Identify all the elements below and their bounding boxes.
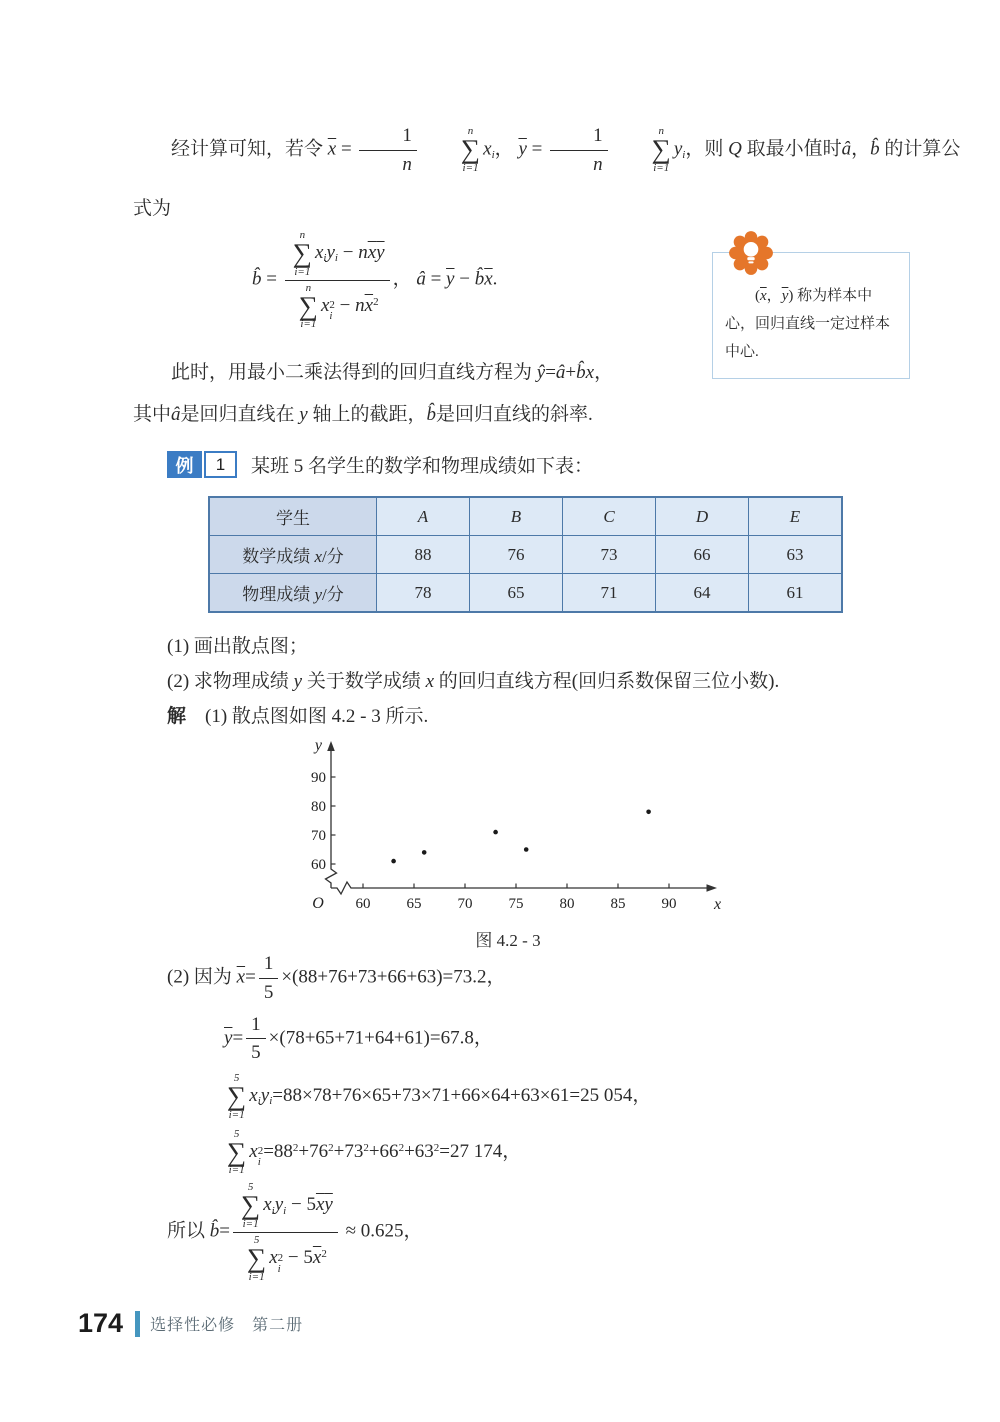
text-run: 1 bbox=[263, 953, 274, 974]
text-run: ∑ bbox=[292, 238, 312, 268]
figure-caption: 图 4.2 - 3 bbox=[475, 931, 541, 950]
text-run: i=1 bbox=[228, 1164, 245, 1177]
text-run: y bbox=[260, 1085, 270, 1107]
text-run: ， bbox=[594, 362, 614, 383]
text-run: = bbox=[232, 1027, 244, 1049]
table-cell: 76 bbox=[470, 536, 563, 574]
text-run: i=1 bbox=[248, 1270, 265, 1283]
table-cell: 78 bbox=[377, 574, 470, 613]
text-run: ) 称为样本中心，回归直线一定过样本中心. bbox=[725, 288, 891, 360]
solution-intro bbox=[167, 699, 779, 734]
text-run: 1 bbox=[251, 1013, 261, 1035]
question-2 bbox=[167, 664, 779, 699]
text-run: x bbox=[249, 1140, 258, 1162]
text-run: 取最小值时 bbox=[741, 138, 842, 160]
text-run bbox=[285, 230, 390, 281]
text-run: − bbox=[334, 294, 356, 316]
text-run: =88 bbox=[263, 1140, 293, 1162]
text-run: = bbox=[336, 138, 357, 160]
text-run bbox=[359, 124, 417, 151]
text-run: ∑ bbox=[460, 134, 481, 165]
text-run: =27 174， bbox=[439, 1140, 522, 1162]
text-run bbox=[246, 1013, 266, 1040]
text-run: 2 bbox=[292, 1141, 299, 1154]
text-run: y bbox=[314, 585, 323, 604]
text-run: i bbox=[269, 1095, 273, 1108]
x-tick-label: 60 bbox=[355, 896, 371, 912]
text-run: b̂ bbox=[870, 138, 880, 160]
text-run bbox=[550, 124, 608, 151]
data-point bbox=[391, 859, 396, 864]
text-run: (2) 因为 bbox=[167, 966, 237, 988]
summation bbox=[293, 230, 312, 278]
text-run: x bbox=[585, 362, 595, 383]
method-line-2 bbox=[133, 394, 933, 436]
text-run: i=1 bbox=[294, 265, 311, 278]
text-run: (2) 求物理成绩 bbox=[167, 671, 294, 692]
fraction bbox=[550, 124, 608, 177]
questions-block bbox=[167, 629, 779, 734]
question-1 bbox=[167, 629, 779, 664]
text-run: i bbox=[491, 148, 495, 161]
table-header-cell bbox=[377, 497, 470, 536]
text-run: 5 bbox=[247, 1181, 254, 1194]
text-run: b̂ bbox=[576, 362, 586, 383]
text-run: 2 bbox=[373, 295, 379, 308]
table-cell: 73 bbox=[563, 536, 656, 574]
text-run: x bbox=[314, 242, 324, 264]
text-run: $\overline{x}$ bbox=[312, 1247, 322, 1269]
text-run: n bbox=[467, 125, 474, 138]
text-run: +76 bbox=[298, 1140, 329, 1162]
text-run: 5 bbox=[263, 981, 274, 1003]
text-run: 是回归直线的斜率. bbox=[435, 404, 593, 425]
text-run: 2 bbox=[321, 1248, 327, 1261]
text-run: â bbox=[841, 138, 852, 160]
text-run: 数学成绩 bbox=[242, 547, 315, 566]
text-run: x bbox=[483, 138, 492, 160]
text-run: x bbox=[320, 294, 330, 316]
text-run: ∑ bbox=[227, 1136, 247, 1167]
x-tick-label: 85 bbox=[610, 896, 626, 912]
text-run: 的回归直线方程(回归系数保留三位小数). bbox=[434, 671, 780, 692]
table-cell: 65 bbox=[470, 574, 563, 613]
text-run: $\overline{x}$ bbox=[236, 966, 246, 988]
text-run: i bbox=[334, 252, 338, 265]
example-number: 1 bbox=[204, 451, 237, 478]
summation bbox=[423, 126, 480, 174]
data-point bbox=[524, 847, 529, 852]
row-label-cell bbox=[209, 536, 377, 574]
text-run: C bbox=[603, 506, 615, 526]
table-cell: 63 bbox=[749, 536, 843, 574]
text-run: n bbox=[358, 242, 368, 264]
table-cell: 66 bbox=[656, 536, 749, 574]
page-footer bbox=[78, 1308, 303, 1339]
text-run: n bbox=[299, 229, 306, 241]
example-title: 某班 5 名学生的数学和物理成绩如下表： bbox=[251, 456, 594, 477]
text-run: b̂ bbox=[209, 1220, 220, 1242]
text-run bbox=[246, 1039, 266, 1065]
text-run: y bbox=[299, 404, 308, 425]
text-run: /分 bbox=[322, 547, 344, 566]
text-run: $\overline{x}$ bbox=[760, 288, 767, 304]
text-run bbox=[550, 151, 608, 177]
text-run bbox=[233, 1182, 338, 1233]
text-run: 其中 bbox=[133, 404, 172, 425]
text-run: 2 bbox=[398, 1141, 405, 1154]
lightbulb-icon bbox=[727, 229, 775, 277]
summation bbox=[614, 126, 671, 174]
table-row bbox=[209, 536, 842, 574]
text-run: i bbox=[277, 1262, 281, 1275]
text-run: 物理成绩 bbox=[242, 585, 315, 604]
text-run: ∑ bbox=[227, 1081, 247, 1111]
text-run: $\overline{y}$ bbox=[781, 288, 789, 304]
text-run: 经计算可知，若令 bbox=[171, 138, 328, 160]
table-header-cell bbox=[749, 497, 843, 536]
scatter-plot bbox=[293, 736, 723, 932]
fraction bbox=[246, 1013, 266, 1066]
text-run: i bbox=[323, 252, 327, 265]
text-run: $\overline{x}$ bbox=[367, 242, 377, 264]
text-run: i bbox=[271, 1204, 275, 1217]
text-run: 是回归直线在 bbox=[180, 404, 300, 425]
text-run bbox=[359, 151, 417, 177]
table-header-cell bbox=[563, 497, 656, 536]
y-axis bbox=[326, 749, 337, 888]
intro-paragraph bbox=[133, 124, 961, 220]
text-run: n bbox=[355, 294, 365, 316]
text-run: 轴上的截距， bbox=[307, 404, 427, 425]
text-run: 5 bbox=[233, 1127, 240, 1140]
text-run: + bbox=[565, 362, 577, 383]
text-run: $\overline{y}$ bbox=[324, 1194, 333, 1216]
footer-divider bbox=[135, 1311, 140, 1337]
text-run: 2 bbox=[329, 299, 335, 312]
text-run: $\overline{y}$ bbox=[224, 1027, 233, 1049]
text-run: â bbox=[555, 362, 566, 383]
text-run: ，则 bbox=[685, 138, 729, 160]
text-run: − 5 bbox=[286, 1194, 316, 1216]
text-run: $\overline{y}$ bbox=[376, 242, 385, 264]
text-run: i bbox=[257, 1095, 261, 1108]
text-run: i=1 bbox=[228, 1108, 245, 1121]
summation bbox=[299, 283, 318, 331]
table-header-cell bbox=[656, 497, 749, 536]
text-run: x bbox=[269, 1247, 278, 1269]
text-run: 1 bbox=[402, 125, 412, 146]
y-tick-label: 70 bbox=[311, 828, 326, 844]
table-cell: 61 bbox=[749, 574, 843, 613]
text-run: /分 bbox=[322, 585, 344, 604]
table-header-cell bbox=[470, 497, 563, 536]
fraction bbox=[359, 124, 417, 177]
text-run: b̂ bbox=[474, 268, 485, 290]
text-run: i=1 bbox=[300, 318, 317, 331]
text-run: ( bbox=[755, 288, 760, 304]
text-run: b̂ bbox=[426, 404, 436, 425]
text-run: 式为 bbox=[133, 197, 172, 219]
calc-line-xbar bbox=[167, 952, 977, 1005]
text-run: x bbox=[263, 1194, 272, 1216]
text-run bbox=[259, 952, 279, 979]
fraction bbox=[233, 1182, 338, 1282]
text-run: 解 bbox=[167, 706, 187, 727]
text-run: y bbox=[274, 1194, 284, 1216]
table-header-cell: 学生 bbox=[209, 497, 377, 536]
calc-line-sumxy bbox=[224, 1073, 977, 1121]
x-tick-label: 90 bbox=[661, 896, 677, 912]
text-run: 2 bbox=[433, 1141, 440, 1154]
x-tick-label: 70 bbox=[457, 896, 473, 912]
text-run: B bbox=[510, 506, 522, 526]
text-run: $\overline{x}$ bbox=[364, 294, 374, 316]
y-tick-label: 60 bbox=[311, 857, 326, 873]
bhat-formula bbox=[252, 230, 497, 330]
summation bbox=[247, 1235, 266, 1283]
text-run: $\overline{y}$ bbox=[518, 138, 527, 160]
data-point bbox=[422, 850, 427, 855]
text-run bbox=[259, 979, 279, 1005]
text-run: ∑ bbox=[298, 290, 318, 321]
text-run: i=1 bbox=[242, 1217, 259, 1230]
text-run: 5 bbox=[253, 1233, 260, 1246]
row-label-cell bbox=[209, 574, 377, 613]
text-run: n bbox=[402, 153, 412, 175]
text-run: i bbox=[329, 310, 333, 323]
text-run: A bbox=[417, 506, 429, 526]
text-run: Q bbox=[728, 138, 742, 160]
fraction bbox=[259, 952, 279, 1005]
scores-table bbox=[208, 496, 843, 613]
text-run: = bbox=[545, 362, 556, 383]
text-run: â bbox=[171, 404, 181, 425]
method-paragraph bbox=[133, 352, 933, 436]
scatter-svg bbox=[293, 736, 723, 926]
text-run: 2 bbox=[277, 1251, 284, 1264]
text-run: x bbox=[249, 1085, 258, 1107]
y-tick-label: 80 bbox=[311, 799, 326, 815]
text-run: +63 bbox=[404, 1140, 434, 1162]
table-row bbox=[209, 574, 842, 613]
summation bbox=[227, 1129, 246, 1177]
text-run: D bbox=[695, 506, 709, 526]
text-run: n bbox=[658, 125, 664, 138]
data-point bbox=[493, 830, 498, 835]
text-run: ŷ bbox=[536, 362, 546, 383]
text-run: ∑ bbox=[651, 134, 671, 165]
data-point bbox=[646, 810, 651, 815]
text-run: b̂ bbox=[252, 268, 262, 290]
text-run: − 5 bbox=[283, 1247, 313, 1269]
text-run: 关于数学成绩 bbox=[302, 671, 426, 692]
text-run: 5 bbox=[251, 1042, 261, 1064]
text-run: i bbox=[283, 1204, 287, 1217]
text-run: y bbox=[293, 671, 303, 692]
calculation-block bbox=[167, 952, 977, 1283]
text-run: ×(78+65+71+64+61)=67.8， bbox=[268, 1027, 493, 1049]
text-run: i=1 bbox=[653, 162, 670, 175]
fraction bbox=[285, 230, 390, 330]
text-run: ∑ bbox=[246, 1242, 267, 1273]
text-run: +73 bbox=[333, 1140, 364, 1162]
text-run: = bbox=[261, 268, 282, 290]
text-run: ， bbox=[392, 268, 417, 290]
y-axis-arrow bbox=[327, 741, 335, 751]
table-cell: 64 bbox=[656, 574, 749, 613]
x-tick-label: 75 bbox=[508, 896, 524, 912]
text-run: = bbox=[425, 268, 447, 290]
origin-label: O bbox=[312, 895, 324, 912]
text-run: 的计算公 bbox=[879, 138, 961, 160]
text-run: n bbox=[593, 153, 603, 175]
text-run: â bbox=[416, 268, 426, 290]
text-run bbox=[233, 1233, 338, 1283]
text-run: ≈ 0.625， bbox=[340, 1220, 423, 1242]
text-run: 5 bbox=[233, 1072, 240, 1084]
text-run: . bbox=[492, 268, 498, 290]
text-run: − bbox=[454, 268, 475, 290]
text-run: y bbox=[673, 138, 683, 160]
calc-line-bhat bbox=[167, 1182, 977, 1282]
text-run: 2 bbox=[363, 1141, 369, 1154]
text-run: i bbox=[682, 148, 686, 161]
text-run: n bbox=[305, 281, 312, 294]
text-run: (1) 画出散点图； bbox=[167, 636, 308, 657]
text-run: 1 bbox=[593, 125, 603, 146]
text-run: = bbox=[526, 138, 548, 160]
example-heading bbox=[167, 451, 593, 478]
text-run: 此时，用最小二乘法得到的回归直线方程为 bbox=[171, 362, 537, 383]
text-run: x bbox=[425, 671, 435, 692]
text-run: ×(88+76+73+66+63)=73.2， bbox=[281, 966, 506, 988]
intro-line-2 bbox=[133, 193, 923, 220]
x-axis bbox=[331, 882, 709, 894]
text-run: y bbox=[326, 242, 335, 264]
x-axis-label: x bbox=[714, 896, 722, 913]
text-run: ， bbox=[851, 138, 871, 160]
table-cell: 88 bbox=[377, 536, 470, 574]
x-tick-label: 65 bbox=[406, 896, 422, 912]
table-cell: 71 bbox=[563, 574, 656, 613]
y-tick-label: 90 bbox=[311, 770, 326, 786]
x-tick-label: 80 bbox=[559, 896, 575, 912]
example-badge: 例 bbox=[167, 451, 202, 478]
text-run: = bbox=[219, 1220, 230, 1242]
text-run: $\overline{x}$ bbox=[327, 138, 337, 160]
text-run: $\overline{x}$ bbox=[484, 268, 493, 290]
method-line-1 bbox=[133, 352, 933, 394]
book-title: 选择性必修 第二册 bbox=[150, 1317, 304, 1334]
text-run: ， bbox=[766, 288, 782, 304]
text-run: − bbox=[337, 242, 359, 264]
text-run: 所以 bbox=[167, 1220, 210, 1242]
text-run: ∑ bbox=[240, 1190, 261, 1221]
y-axis-label: y bbox=[314, 737, 322, 754]
intro-line-1 bbox=[133, 124, 961, 177]
text-run: +66 bbox=[368, 1140, 399, 1162]
text-run: $\overline{y}$ bbox=[446, 268, 455, 290]
summation bbox=[227, 1073, 246, 1121]
text-run bbox=[285, 281, 390, 331]
text-run: E bbox=[789, 506, 801, 526]
text-run: = bbox=[245, 966, 256, 988]
text-run: x bbox=[314, 547, 323, 566]
calc-line-sumx2 bbox=[224, 1129, 977, 1177]
text-run: i bbox=[257, 1156, 261, 1169]
page-number: 174 bbox=[78, 1308, 124, 1338]
text-run: i=1 bbox=[462, 162, 479, 175]
text-run: 2 bbox=[257, 1145, 264, 1158]
calc-line-ybar bbox=[224, 1013, 977, 1066]
text-run: $\overline{x}$ bbox=[315, 1194, 325, 1216]
text-run: 2 bbox=[328, 1141, 334, 1154]
summation bbox=[241, 1182, 260, 1230]
text-run: =88×78+76×65+73×71+66×64+63×61=25 054， bbox=[272, 1085, 652, 1107]
text-run: (1) 散点图如图 4.2 - 3 所示. bbox=[186, 706, 429, 727]
text-run: ， bbox=[494, 138, 519, 160]
x-axis-arrow bbox=[707, 884, 718, 891]
